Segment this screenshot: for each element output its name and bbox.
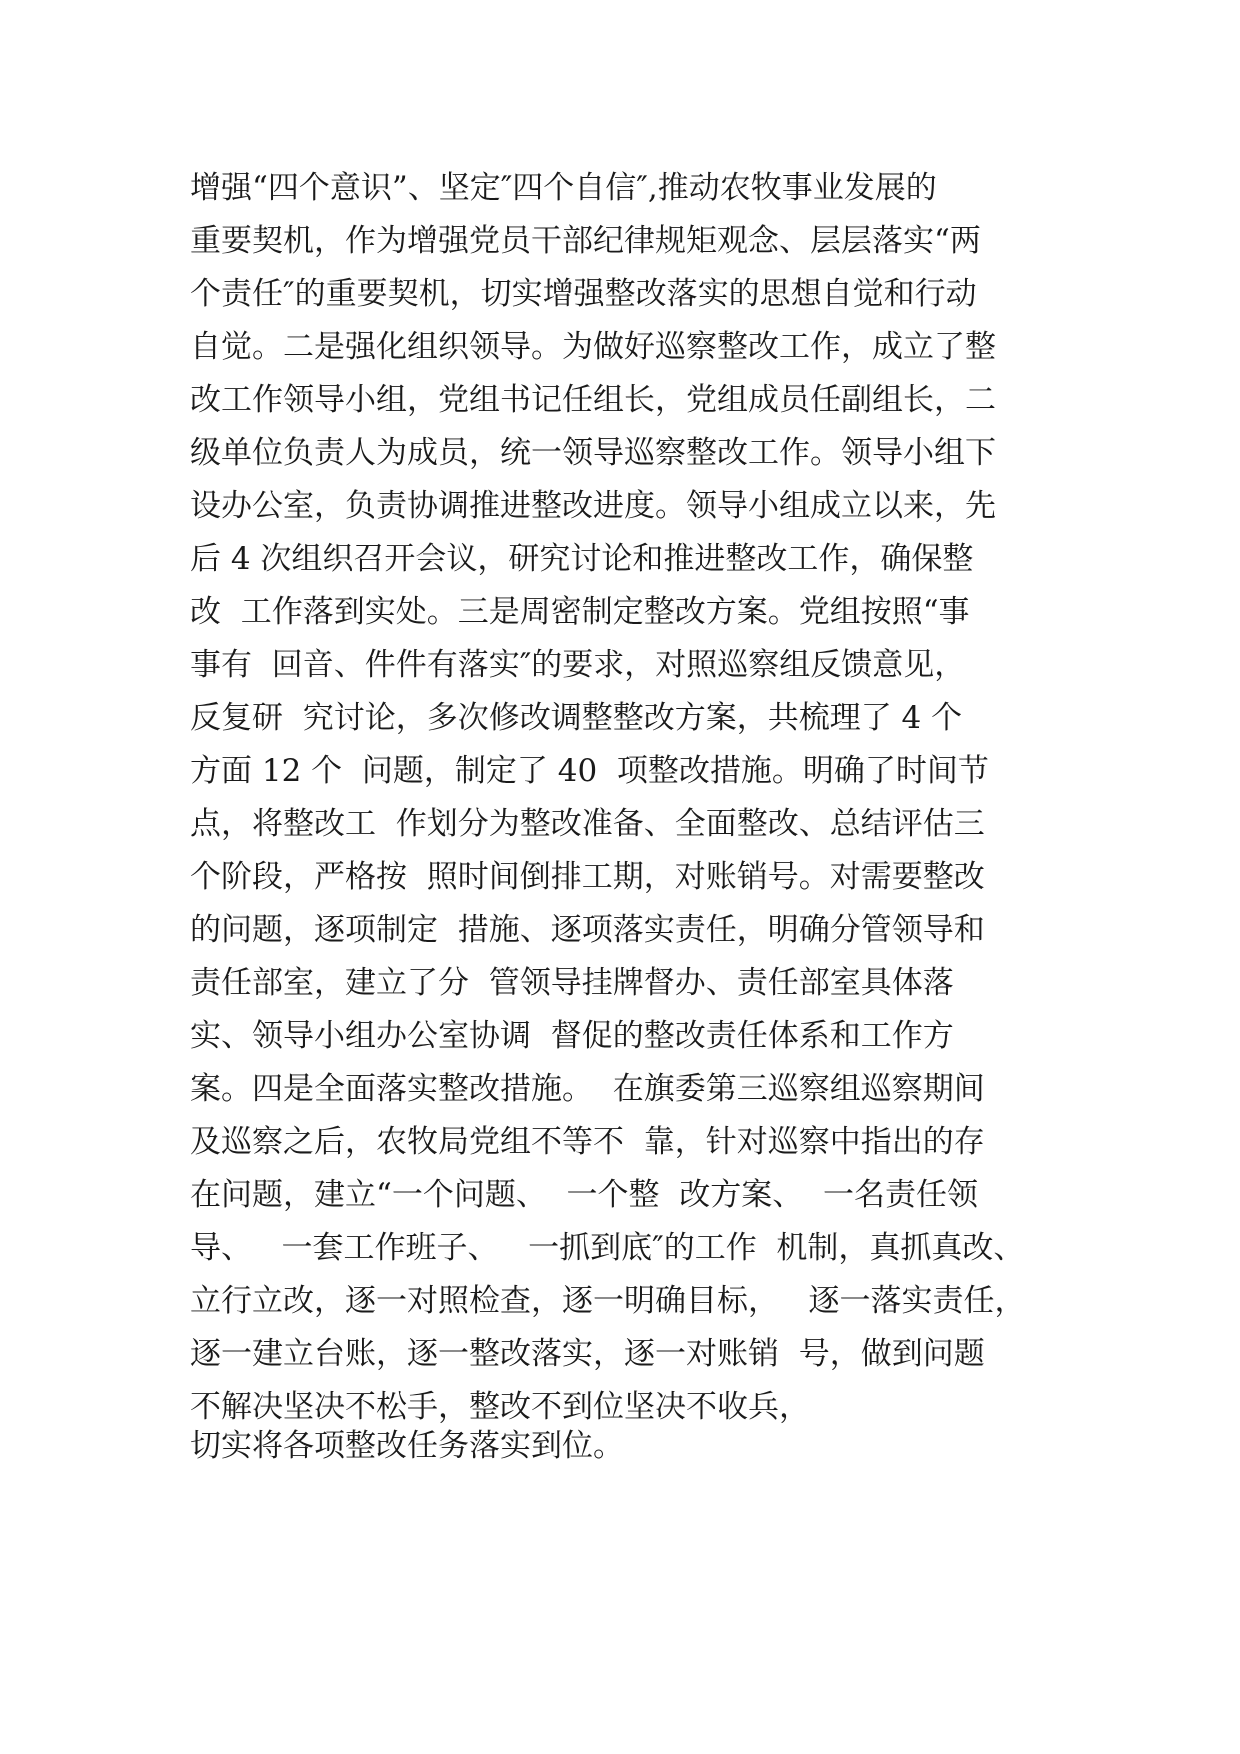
text-line: 导、 一套工作班子、 一抓到底″的工作 机制，真抓真改、 <box>190 1230 1025 1266</box>
text-line: 在问题，建立“一个问题、 一个整 改方案、 一名责任领 <box>190 1177 978 1213</box>
text-line: 立行立改，逐一对照检查，逐一明确目标， 逐一落实责任， <box>190 1283 1026 1319</box>
text-line: 点，将整改工 作划分为整改准备、全面整改、总结评估三 <box>190 806 985 842</box>
text-line: 责任部室，建立了分 管领导挂牌督办、责任部室具体落 <box>190 965 954 1001</box>
text-line: 逐一建立台账，逐一整改落实，逐一对账销 号，做到问题 <box>190 1336 985 1372</box>
text-line: 重要契机，作为增强党员干部纪律规矩观念、层层落实“两 <box>190 223 981 259</box>
text-line: 改工作领导小组，党组书记任组长，党组成员任副组长，二 <box>190 382 996 418</box>
text-line: 增强“四个意识”、坚定″四个自信″,推动农牧事业发展的 <box>190 170 937 206</box>
text-line: 个阶段，严格按 照时间倒排工期，对账销号。对需要整改 <box>190 859 985 895</box>
text-line: 后 4 次组织召开会议，研究讨论和推进整改工作，确保整 <box>190 541 974 577</box>
text-line: 的问题，逐项制定 措施、逐项落实责任，明确分管领导和 <box>190 912 985 948</box>
text-line: 方面 12 个 问题，制定了 40 项整改措施。明确了时间节 <box>190 753 989 789</box>
text-line: 设办公室，负责协调推进整改进度。领导小组成立以来，先 <box>190 488 996 524</box>
text-line: 改 工作落到实处。三是周密制定整改方案。党组按照“事 <box>190 594 970 630</box>
text-line: 自觉。二是强化组织领导。为做好巡察整改工作，成立了整 <box>190 329 996 365</box>
text-line: 个责任″的重要契机，切实增强整改落实的思想自觉和行动 <box>190 276 977 312</box>
text-line: 及巡察之后，农牧局党组不等不 靠，针对巡察中指出的存 <box>190 1124 985 1160</box>
text-line: 反复研 究讨论，多次修改调整整改方案，共梳理了 4 个 <box>190 700 963 736</box>
text-line: 案。四是全面落实整改措施。 在旗委第三巡察组巡察期间 <box>190 1071 985 1107</box>
text-line: 实、领导小组办公室协调 督促的整改责任体系和工作方 <box>190 1018 954 1054</box>
closing-line: 切实将各项整改任务落实到位。 <box>190 1428 624 1464</box>
body-paragraph <box>190 162 1070 1434</box>
text-line: 事有 回音、件件有落实″的要求，对照巡察组反馈意见， <box>190 647 966 683</box>
text-line: 级单位负责人为成员，统一领导巡察整改工作。领导小组下 <box>190 435 996 471</box>
text-line: 不解决坚决不松手，整改不到位坚决不收兵， <box>190 1389 810 1425</box>
